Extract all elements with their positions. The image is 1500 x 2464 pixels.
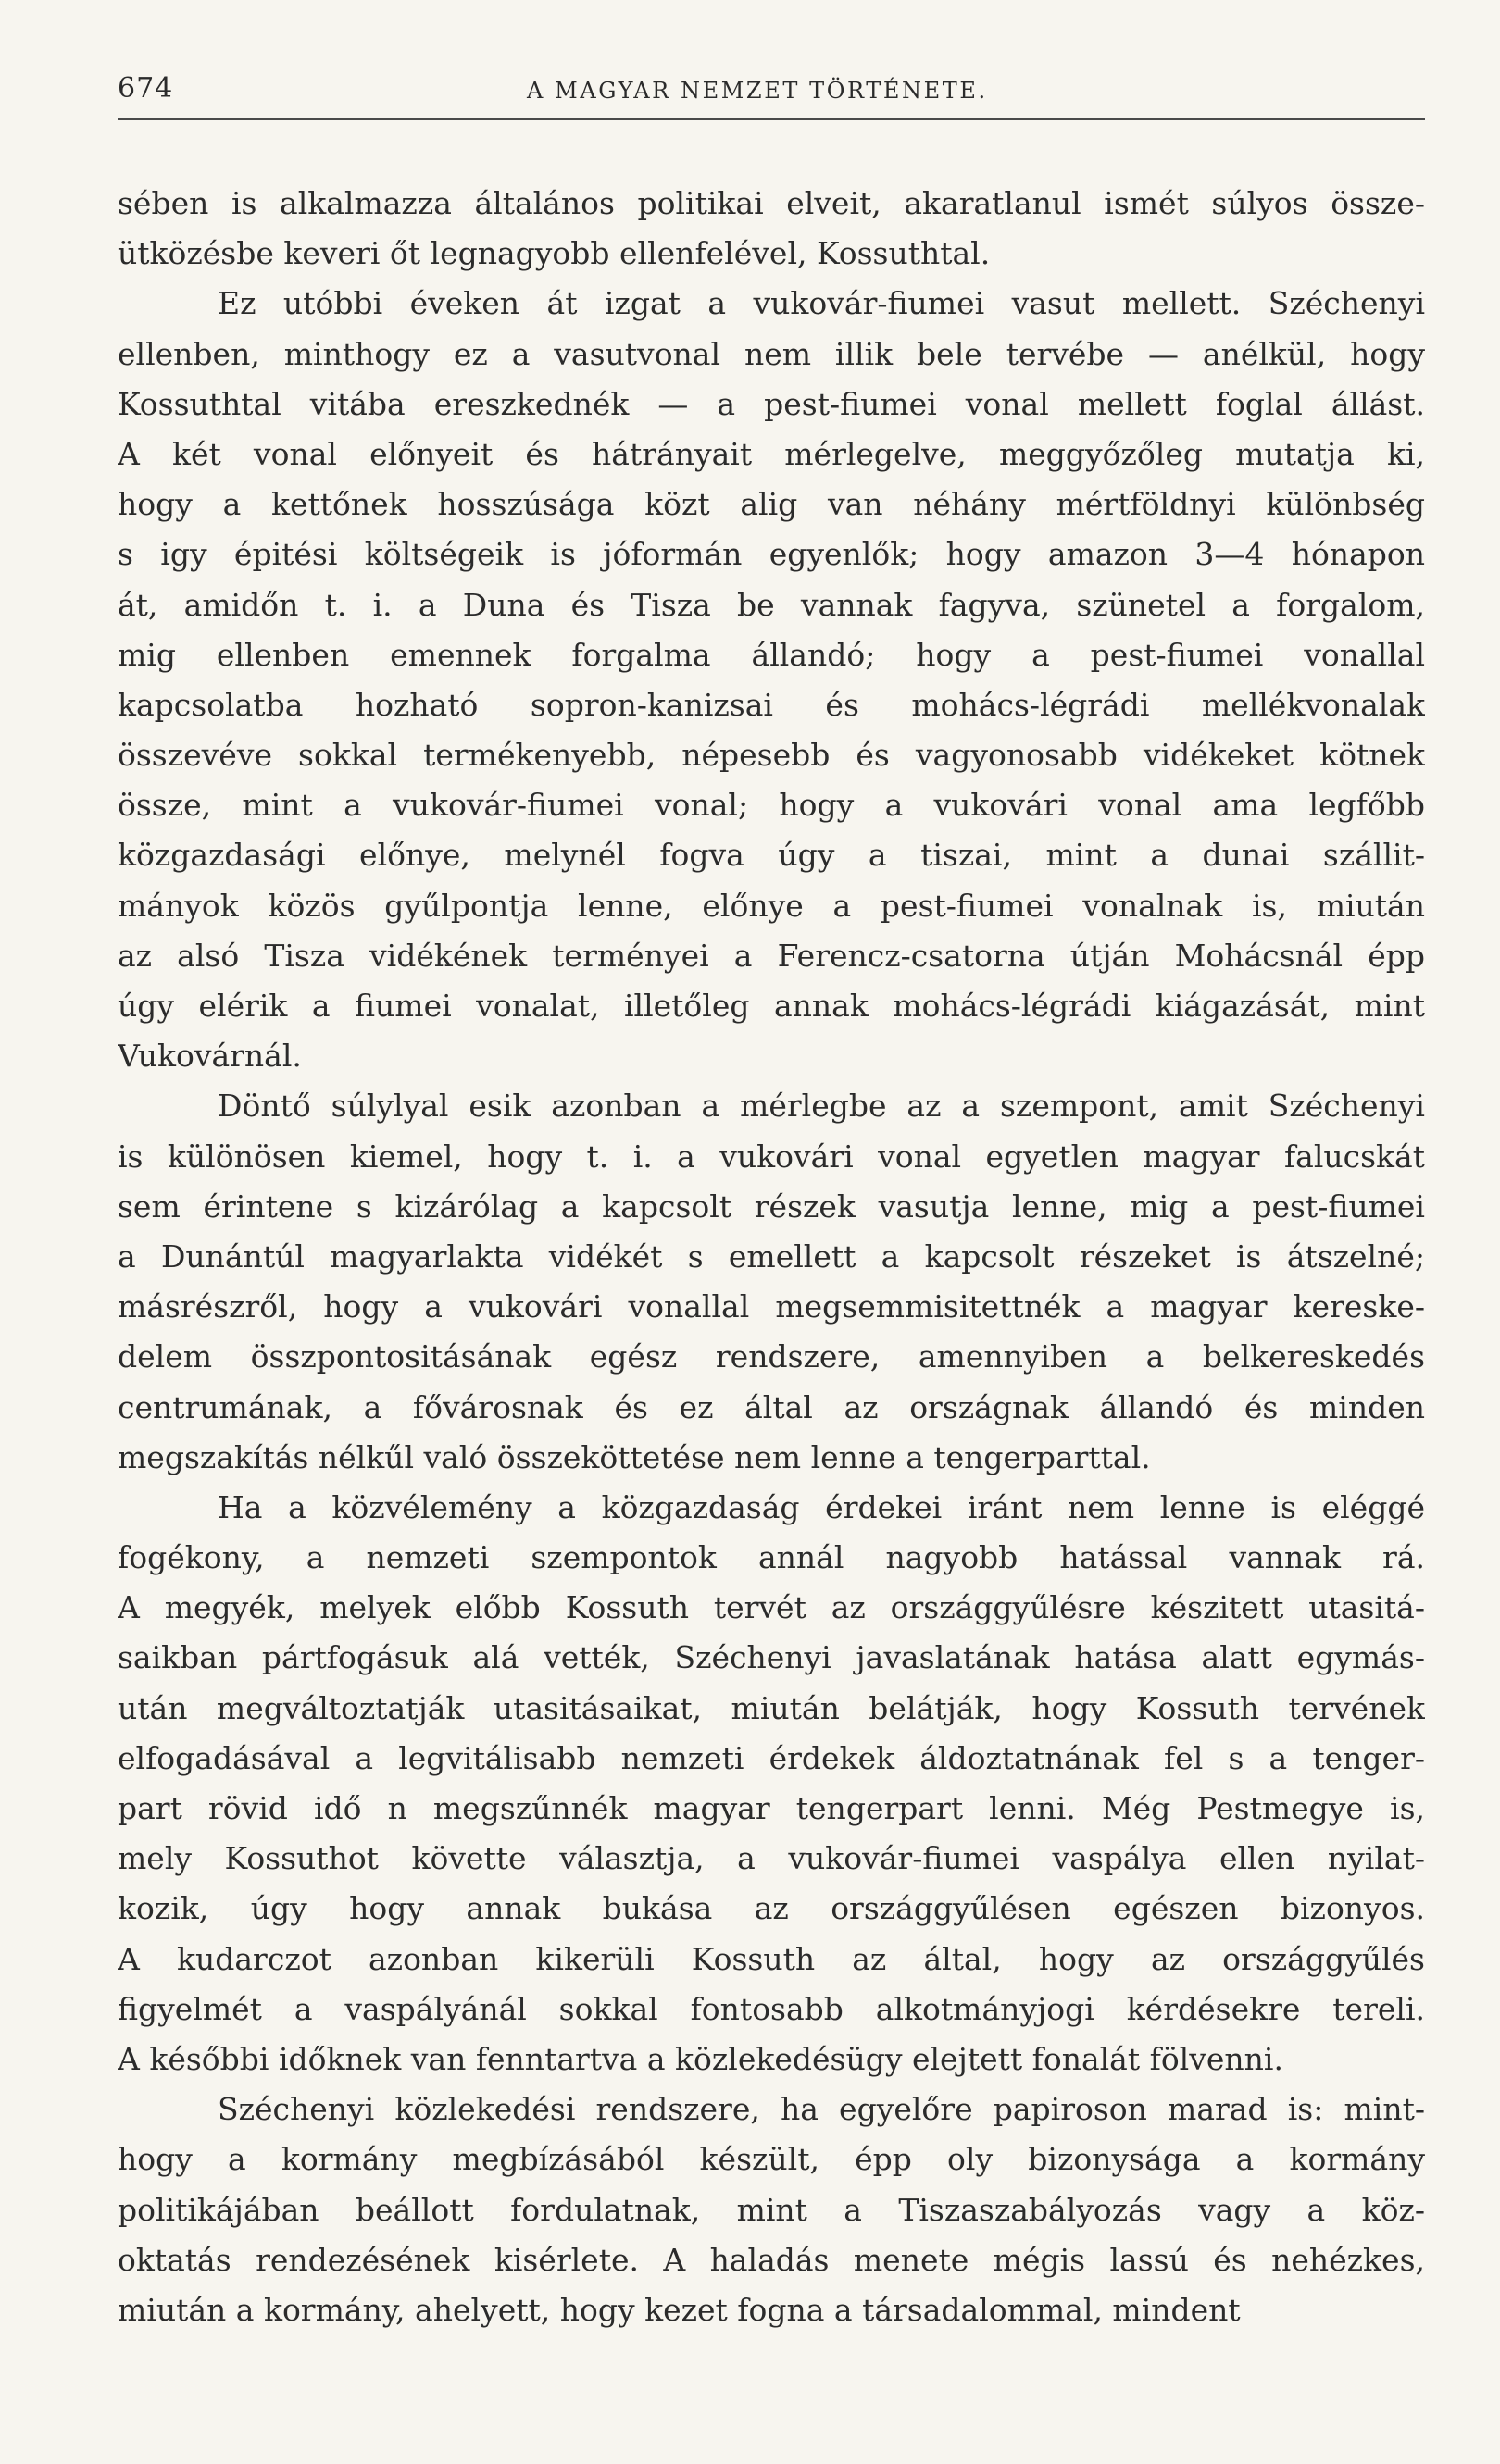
text-line: hogy a kettőnek hosszúsága közt alig van néhány mértföldnyi különbség — [118, 486, 1425, 523]
text-line: delem összpontositásának egész rendszere, amennyiben a belkereskedés — [118, 1338, 1425, 1375]
text-line: figyelmét a vaspályánál sokkal fontosabb alkotmányjogi kérdésekre tereli. — [118, 1990, 1425, 2027]
text-line: mányok közös gyűlpontja lenne, előnye a pest-fiumei vonalnak is, miután — [118, 887, 1425, 924]
running-head: A MAGYAR NEMZET TÖRTÉNETE. — [527, 78, 988, 104]
text-line: át, amidőn t. i. a Duna és Tisza be vannak fagyva, szünetel a forgalom, — [118, 586, 1425, 623]
text-line: Vukovárnál. — [118, 1038, 302, 1075]
text-line: össze, mint a vukovár-fiumei vonal; hogy a vukovári vonal ama legfőbb — [118, 787, 1425, 824]
text-line: sében is alkalmazza általános politikai elveit, akaratlanul ismét súlyos össze- — [118, 185, 1425, 221]
text-line: miután a kormány, ahelyett, hogy kezet fogna a társadalommal, mindent — [118, 2291, 1241, 2328]
text-line: centrumának, a fővárosnak és ez által az országnak állandó és minden — [118, 1388, 1425, 1425]
text-line: A későbbi időknek van fenntartva a közlekedésügy elejtett fonalát fölvenni. — [118, 2040, 1283, 2077]
text-line: megszakítás nélkűl való összeköttetése nem lenne a tengerparttal. — [118, 1438, 1151, 1475]
page-number: 674 — [118, 72, 174, 105]
text-line: Döntő súlylyal esik azonban a mérlegbe az a szempont, amit Széchenyi — [218, 1088, 1425, 1125]
page-header — [118, 72, 1425, 115]
text-line: Ez utóbbi éveken át izgat a vukovár-fiumei vasut mellett. Széchenyi — [218, 285, 1425, 322]
text-line: mig ellenben emennek forgalma állandó; hogy a pest-fiumei vonallal — [118, 636, 1425, 673]
text-line: elfogadásával a legvitálisabb nemzeti érdekek áldoztatnának fel s a tenger- — [118, 1739, 1425, 1776]
text-line: politikájában beállott fordulatnak, mint a Tiszaszabályozás vagy a köz- — [118, 2191, 1425, 2228]
text-line: A megyék, melyek előbb Kossuth tervét az országgyűlésre készitett utasitá- — [118, 1589, 1425, 1626]
text-line: az alsó Tisza vidékének terményei a Ferencz-csatorna útján Mohácsnál épp — [118, 937, 1425, 974]
text-line: Kossuthtal vitába ereszkednék — a pest-fiumei vonal mellett foglal állást. — [118, 385, 1425, 422]
text-line: úgy elérik a fiumei vonalat, illetőleg annak mohács-légrádi kiágazását, mint — [118, 988, 1425, 1024]
text-line: A két vonal előnyeit és hátrányait mérlegelve, meggyőzőleg mutatja ki, — [118, 435, 1425, 472]
text-line: összevéve sokkal termékenyebb, népesebb és vagyonosabb vidékeket kötnek — [118, 737, 1425, 774]
text-line: ütközésbe keveri őt legnagyobb ellenfelével, Kossuthtal. — [118, 235, 991, 272]
text-line: közgazdasági előnye, melynél fogva úgy a tiszai, mint a dunai szállit- — [118, 837, 1425, 874]
text-line: mely Kossuthot követte választja, a vukovár-fiumei vaspálya ellen nyilat- — [118, 1840, 1425, 1877]
header-rule — [118, 118, 1425, 120]
text-line: másrészről, hogy a vukovári vonallal megsemmisitettnék a magyar kereske- — [118, 1288, 1425, 1325]
text-line: a Dunántúl magyarlakta vidékét s emellett a kapcsolt részeket is átszelné; — [118, 1238, 1425, 1275]
body-text — [118, 179, 1425, 2335]
text-line: part rövid idő n megszűnnék magyar tengerpart lenni. Még Pestmegye is, — [118, 1790, 1425, 1826]
text-line: után megváltoztatják utasitásaikat, miután belátják, hogy Kossuth tervének — [118, 1689, 1425, 1726]
text-line: A kudarczot azonban kikerüli Kossuth az által, hogy az országgyűlés — [118, 1940, 1425, 1977]
text-line: sem érintene s kizárólag a kapcsolt részek vasutja lenne, mig a pest-fiumei — [118, 1188, 1425, 1225]
text-line: kozik, úgy hogy annak bukása az országgyűlésen egészen bizonyos. — [118, 1890, 1425, 1927]
text-line: kapcsolatba hozható sopron-kanizsai és mohács-légrádi mellékvonalak — [118, 686, 1425, 723]
text-line: Ha a közvélemény a közgazdaság érdekei iránt nem lenne is eléggé — [218, 1488, 1425, 1525]
text-line: ellenben, minthogy ez a vasutvonal nem illik bele tervébe — anélkül, hogy — [118, 335, 1425, 372]
text-line: s igy épitési költségeik is jóformán egyenlők; hogy amazon 3—4 hónapon — [118, 536, 1425, 573]
text-line: fogékony, a nemzeti szempontok annál nagyobb hatással vannak rá. — [118, 1539, 1425, 1576]
text-line: Széchenyi közlekedési rendszere, ha egyelőre papiroson marad is: mint- — [218, 2091, 1425, 2128]
text-line: saikban pártfogásuk alá vették, Széchenyi javaslatának hatása alatt egymás- — [118, 1639, 1425, 1676]
text-line: is különösen kiemel, hogy t. i. a vukovári vonal egyetlen magyar falucskát — [118, 1138, 1425, 1175]
text-line: oktatás rendezésének kisérlete. A haladás menete mégis lassú és nehézkes, — [118, 2241, 1425, 2278]
text-line: hogy a kormány megbízásából készült, épp oly bizonysága a kormány — [118, 2141, 1425, 2178]
